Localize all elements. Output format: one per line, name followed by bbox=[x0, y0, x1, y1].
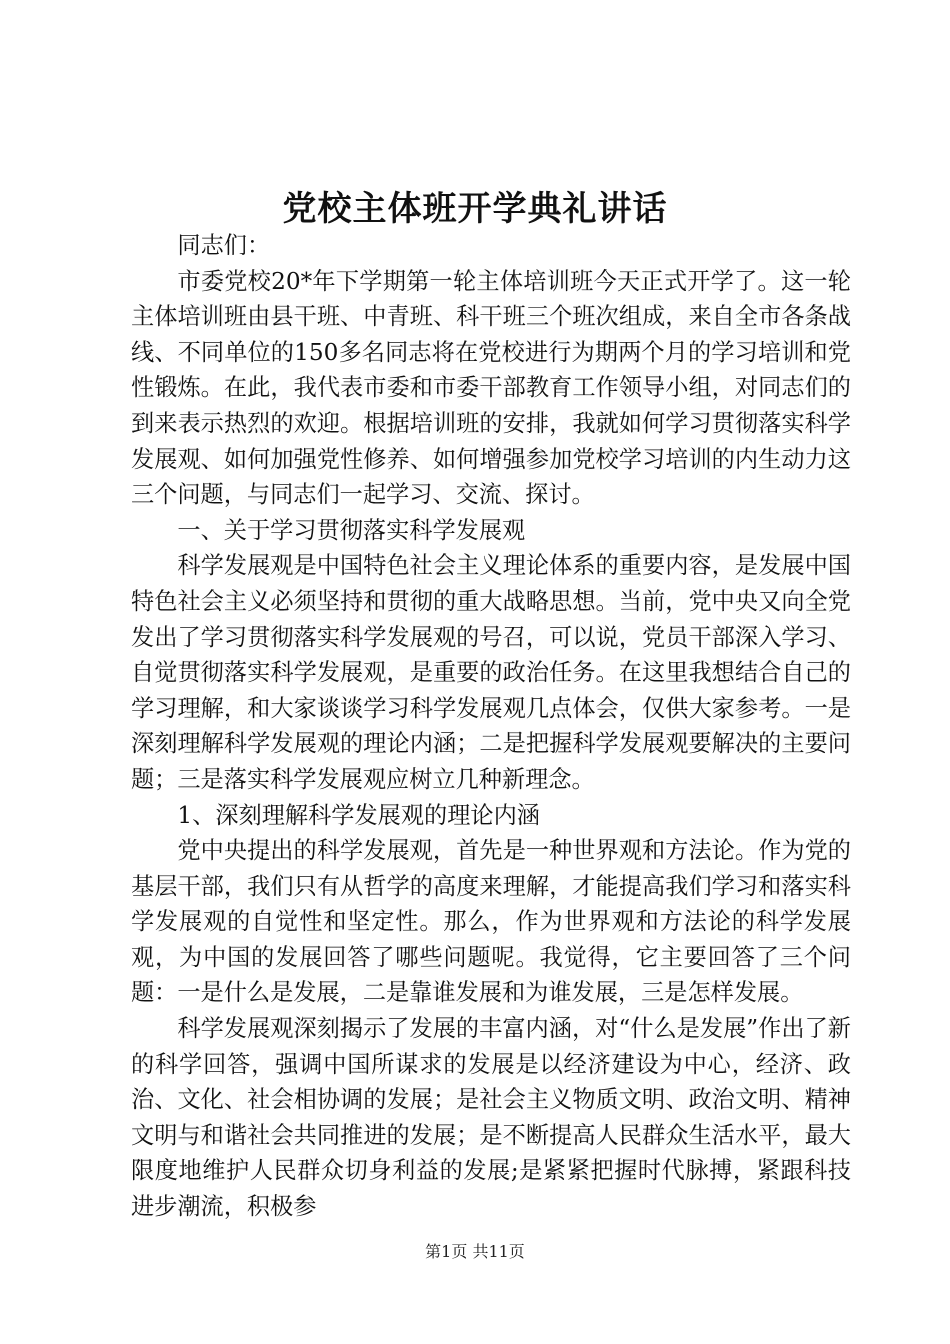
body-paragraph: 科学发展观是中国特色社会主义理论体系的重要内容，是发展中国特色社会主义必须坚持和贯彻的重大战略思想。当前，党中央又向全党发出了学习贯彻落实科学发展观的号召，可以说，党员干部深入学习、自觉贯彻落实科学发展观，是重要的政治任务。在这里我想结合自己的学习理解，和大家谈谈学习科学发展观几点体会，仅供大家参考。一是深刻理解科学发展观的理论内涵；二是把握科学发展观要解决的主要问题；三是落实科学发展观应树立几种新理念。 bbox=[131, 552, 851, 793]
body-paragraph: 党中央提出的科学发展观，首先是一种世界观和方法论。作为党的基层干部，我们只有从哲学的高度来理解，才能提高我们学习和落实科学发展观的自觉性和坚定性。那么，作为世界观和方法论的科学发展观，为中国的发展回答了哪些问题呢。我觉得，它主要回答了三个问题：一是什么是发展，二是靠谁发展和为谁发展，三是怎样发展。 bbox=[131, 837, 851, 1007]
salutation-paragraph: 同志们： bbox=[177, 232, 271, 259]
section-heading: 一、关于学习贯彻落实科学发展观 bbox=[177, 516, 526, 544]
body-paragraph: 市委党校20*年下学期第一轮主体培训班今天正式开学了。这一轮主体培训班由县干班、中青班、科干班三个班次组成，来自全市各条战线、不同单位的150多名同志将在党校进行为期两个月的学习培训和党性锻炼。在此，我代表市委和市委干部教育工作领导小组，对同志们的到来表示热烈的欢迎。根据培训班的安排，我就如何学习贯彻落实科学发展观、如何加强党性修养、如何增强参加党校学习培训的内生动力这三个问题，与同志们一起学习、交流、探讨。 bbox=[131, 267, 851, 509]
body-paragraph: 科学发展观深刻揭示了发展的丰富内涵，对“什么是发展”作出了新的科学回答，强调中国所谋求的发展是以经济建设为中心，经济、政治、文化、社会相协调的发展；是社会主义物质文明、政治文明、精神文明与和谐社会共同推进的发展；是不断提高人民群众生活水平，最大限度地维护人民群众切身利益的发展;是紧紧把握时代脉搏，紧跟科技进步潮流，积极参 bbox=[131, 1015, 851, 1221]
document-title: 党校主体班开学典礼讲话 bbox=[282, 189, 668, 229]
page-number-footer: 第1页 共11页 bbox=[425, 1242, 525, 1261]
subsection-heading: 1、深刻理解科学发展观的理论内涵 bbox=[177, 801, 540, 829]
document-body bbox=[131, 228, 851, 1225]
